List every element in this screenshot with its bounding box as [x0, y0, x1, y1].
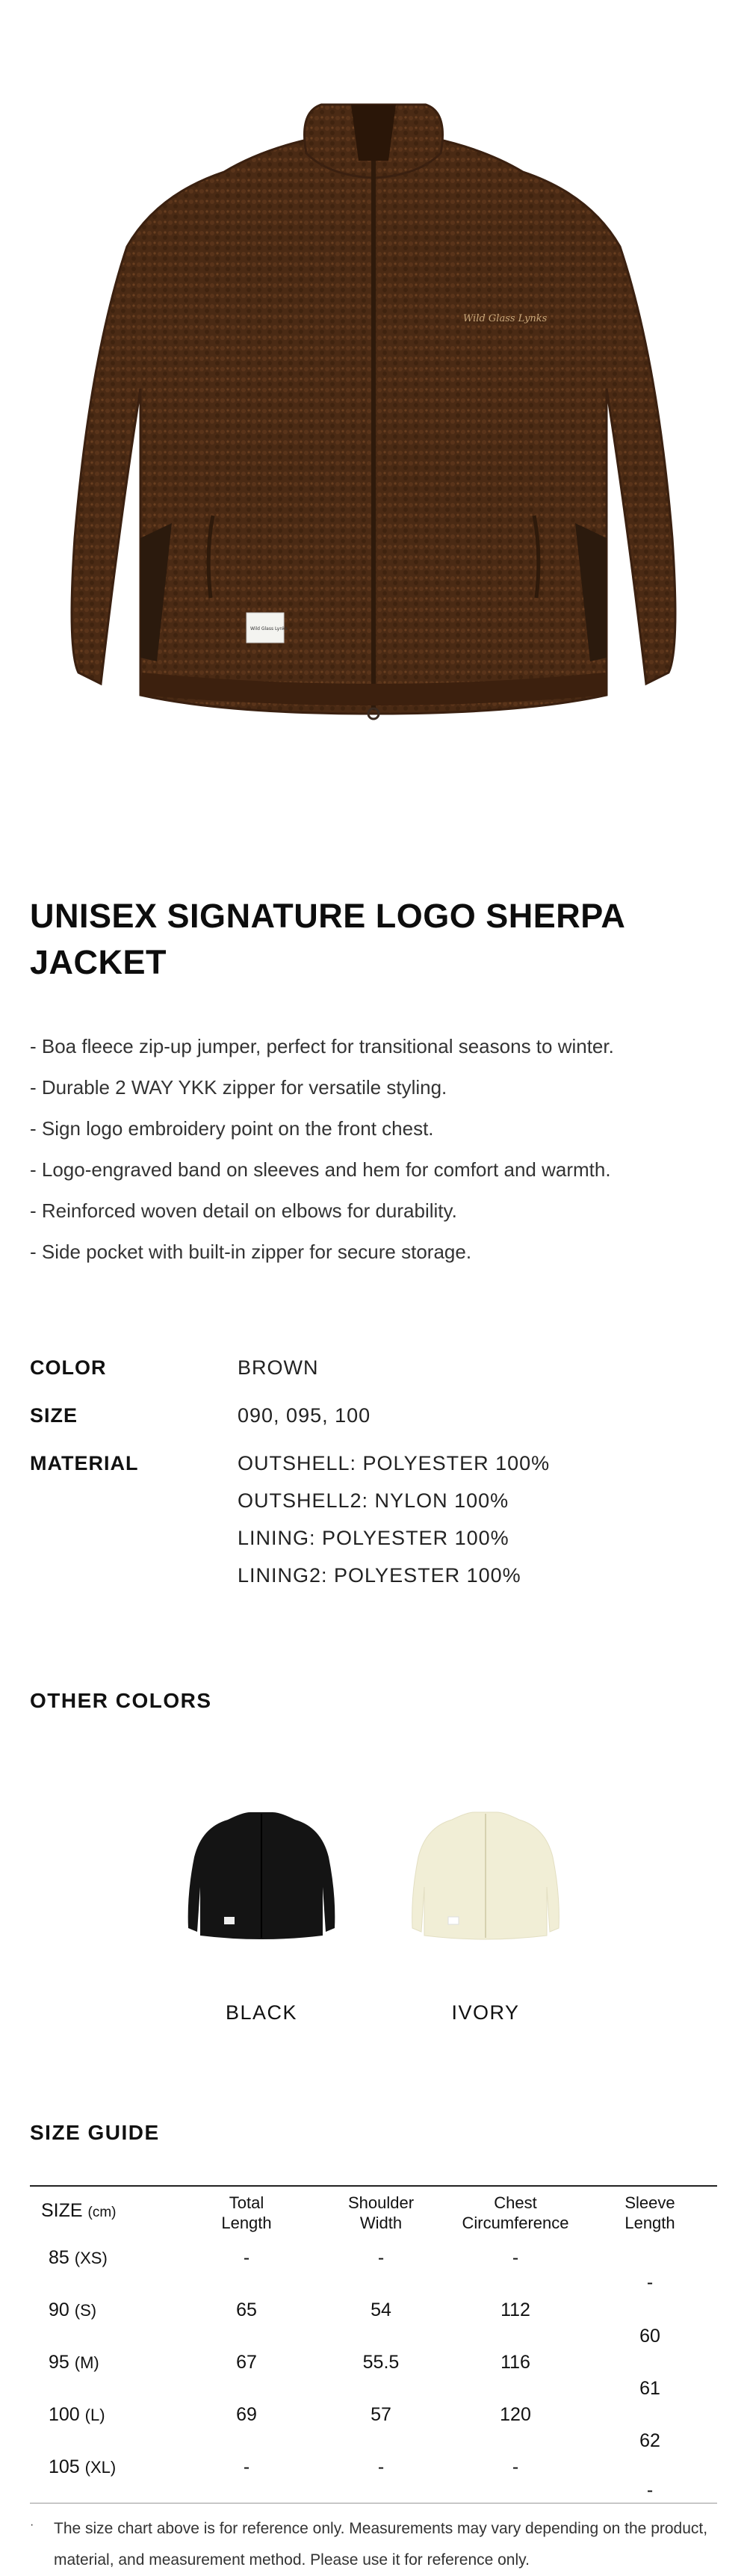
jacket-illustration: [0, 0, 747, 837]
size-value: 100: [49, 2404, 80, 2425]
feature-item: - Boa fleece zip-up jumper, perfect for transitional seasons to winter.: [30, 1035, 614, 1057]
shoulder-width-cell: 55.5: [362, 2352, 400, 2373]
note-line: The size chart above is for reference only. Measurements may vary depending on the product,: [54, 2520, 708, 2537]
size-guide-heading: SIZE GUIDE: [30, 2121, 160, 2144]
note-bullet: ·: [30, 2518, 34, 2531]
shoulder-width-header: [329, 2193, 433, 2233]
chest-logo-embroidery: Wild Glass Lynks: [463, 313, 548, 324]
header-line: Width: [359, 2214, 403, 2232]
color-option-label[interactable]: IVORY: [451, 2001, 520, 2024]
spec-row-material: [30, 1445, 717, 1594]
size-cell: [49, 2456, 183, 2478]
feature-item: - Durable 2 WAY YKK zipper for versatile styling.: [30, 1076, 447, 1099]
feature-item: - Logo-engraved band on sleeves and hem for comfort and warmth.: [30, 1158, 611, 1181]
total-length-cell: -: [243, 2456, 250, 2477]
patch-logo: Wild Glass Lynks: [250, 626, 288, 631]
total-length-cell: 65: [236, 2299, 257, 2320]
material-line: OUTSHELL2: NYLON 100%: [238, 1489, 509, 1512]
spec-value-size: 090, 095, 100: [238, 1404, 371, 1427]
chest-cell: 116: [500, 2352, 530, 2373]
size-cell: [49, 2352, 183, 2373]
spec-value-material: [238, 1445, 550, 1594]
size-cell: [49, 2404, 183, 2426]
sleeve-length-header: [605, 2193, 695, 2233]
header-line: Length: [221, 2214, 272, 2232]
spec-label-material: MATERIAL: [30, 1452, 139, 1474]
total-length-cell: 69: [236, 2404, 257, 2425]
chest-cell: -: [512, 2247, 519, 2268]
spec-value-color: BROWN: [238, 1356, 319, 1379]
chest-circumference-header: [448, 2193, 583, 2233]
chest-cell: 112: [500, 2299, 530, 2320]
feature-item: - Side pocket with built-in zipper for secure storage.: [30, 1241, 472, 1263]
size-header: [41, 2201, 190, 2223]
shoulder-width-cell: 57: [371, 2404, 391, 2425]
size-tag: (M): [74, 2353, 99, 2372]
chest-cell: 120: [500, 2404, 531, 2425]
size-tag: (XS): [74, 2249, 108, 2267]
product-title-line1: UNISEX SIGNATURE LOGO SHERPA: [30, 897, 626, 935]
header-line: Sleeve: [624, 2193, 675, 2212]
sleeve-cell: 62: [639, 2430, 660, 2451]
header-line: Total: [229, 2193, 264, 2212]
shoulder-width-cell: -: [377, 2456, 385, 2477]
size-guide-bottom-rule: [30, 2503, 717, 2504]
jacket-thumbnail-ivory: [403, 1797, 568, 1947]
header-line: Shoulder: [347, 2193, 415, 2212]
total-length-header: [194, 2193, 299, 2233]
sleeve-cell: -: [646, 2272, 654, 2293]
feature-item: - Sign logo embroidery point on the front chest.: [30, 1117, 434, 1140]
product-title: [30, 893, 702, 986]
product-image: [0, 0, 747, 837]
material-line: LINING2: POLYESTER 100%: [238, 1564, 521, 1587]
material-line: LINING: POLYESTER 100%: [238, 1527, 509, 1549]
spec-row-color: [30, 1349, 717, 1386]
sleeve-cell: 60: [639, 2326, 660, 2347]
header-line: Length: [624, 2214, 675, 2232]
product-title-line2: JACKET: [30, 943, 167, 981]
spec-row-size: [30, 1397, 717, 1434]
total-length-cell: -: [243, 2247, 250, 2268]
size-value: 85: [49, 2247, 69, 2268]
shoulder-width-cell: 54: [371, 2299, 391, 2320]
color-option-label[interactable]: BLACK: [225, 2001, 298, 2024]
sleeve-cell: 61: [639, 2378, 660, 2399]
size-value: 95: [49, 2352, 69, 2373]
shoulder-width-cell: -: [377, 2247, 385, 2268]
size-guide-top-rule: [30, 2185, 717, 2187]
size-guide-note: [30, 2513, 725, 2576]
size-value: 90: [49, 2299, 69, 2320]
spec-table: [30, 1349, 717, 1594]
size-tag: (XL): [84, 2458, 117, 2477]
size-header-unit: (cm): [87, 2205, 117, 2220]
spec-label-size: SIZE: [30, 1404, 78, 1427]
sleeve-cell: -: [646, 2480, 654, 2501]
chest-cell: -: [512, 2456, 519, 2477]
note-line: material, and measurement method. Please use it for reference only.: [54, 2551, 530, 2569]
size-cell: [49, 2247, 183, 2269]
header-line: Chest: [494, 2193, 537, 2212]
size-tag: (S): [74, 2301, 97, 2320]
size-tag: (L): [84, 2406, 105, 2424]
color-option-black[interactable]: [179, 1797, 344, 1947]
spec-label-color: COLOR: [30, 1356, 107, 1379]
feature-list: [30, 1026, 717, 1273]
size-value: 105: [49, 2456, 80, 2477]
size-header-label: SIZE: [41, 2200, 83, 2221]
material-line: OUTSHELL: POLYESTER 100%: [238, 1452, 551, 1474]
header-line: Circumference: [462, 2214, 569, 2232]
other-colors-heading: OTHER COLORS: [30, 1689, 212, 1712]
total-length-cell: 67: [236, 2352, 257, 2373]
size-cell: [49, 2299, 183, 2321]
feature-item: - Reinforced woven detail on elbows for durability.: [30, 1199, 457, 1222]
color-option-ivory[interactable]: [403, 1797, 568, 1947]
jacket-thumbnail-black: [179, 1797, 344, 1947]
